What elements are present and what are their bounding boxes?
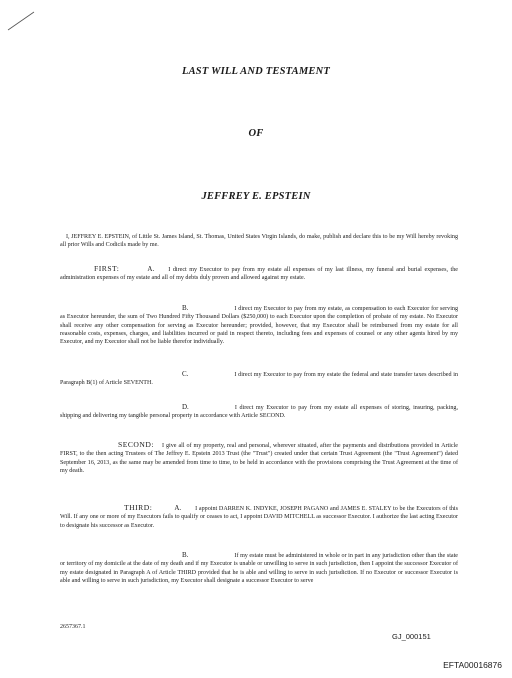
first-b-label: B.	[182, 304, 189, 312]
third-a-paragraph	[60, 504, 458, 530]
pen-stroke-mark	[6, 10, 36, 32]
third-b-paragraph	[60, 551, 458, 585]
third-b-text: If my estate must be administered in whole or in part in any jurisdiction other than the state or territory of my domicile at the date of my death and if my Executor is unable or unwilling to serve in such jurisdiction, then I appoint the successor Executor of my estate designated in Paragraph A of Article THIRD provided that he is able and willing to serve in such jurisdiction. If no Executor or successor Executor is able and willing to serve in such jurisdiction, my Executor shall designate a successor Executor to serve	[60, 553, 458, 584]
first-b-paragraph	[60, 304, 458, 346]
document-number: 2657367.1	[60, 624, 86, 630]
second-text: I give all of my property, real and personal, wherever situated, after the payments and distributions provided in Article FIRST, to the then acting Trustees of The Jeffrey E. Epstein 2013 Trust (the "Trust") created under that certain Trust Agreement (the "Trust Agreement") dated September 16, 2013, as the same may be amended from time to time, to be held in accordance with the provisions comprising the Trust Agreement at the time of my death.	[60, 443, 458, 474]
third-a-text: I appoint DARREN K. INDYKE, JOSEPH PAGANO and JAMES E. STALEY to be the Executors of this Will. If any one or more of my Executors fails to qualify or ceases to act, I appoint DAVID MITCHELL as successor Executor. I authorize the last acting Executor to designate his successor as Executor.	[60, 506, 458, 529]
first-d-paragraph	[60, 403, 458, 421]
efta-stamp: EFTA00016876	[443, 660, 502, 670]
title-of: OF	[248, 128, 264, 139]
article-second-label: SECOND:	[118, 440, 154, 449]
first-a-paragraph	[60, 265, 458, 283]
first-a-label: A.	[147, 265, 155, 273]
first-c-text: I direct my Executor to pay from my estate the federal and state transfer taxes described in Paragraph B(1) of Article SEVENTH.	[60, 372, 458, 387]
third-a-label: A.	[174, 504, 182, 512]
first-a-text: I direct my Executor to pay from my estate all expenses of my last illness, my funeral and burial expenses, the administration expenses of my estate and all of my debts duly proven and allowed against my estate.	[60, 267, 458, 282]
first-c-paragraph	[60, 370, 458, 388]
document-title: LAST WILL AND TESTAMENT	[181, 66, 331, 77]
first-c-label: C.	[182, 370, 189, 378]
intro-paragraph	[60, 233, 458, 250]
third-b-label: B.	[182, 551, 189, 559]
article-third-label: THIRD:	[124, 503, 153, 512]
testator-name: JEFFREY E. EPSTEIN	[201, 191, 311, 202]
first-b-text: I direct my Executor to pay from my estate, as compensation to each Executor for serving as Executor hereunder, the sum of Two Hundred Fifty Thousand Dollars ($250,000) to each Executor upon the completion of probate of my estate. No Executor shall receive any other compensation for serving as Executor hereunder; provided, however, that my Executor shall be reimbursed from my estate for all reasonable costs, expenses, charges, and liabilities incurred or paid in respect thereto, including fees and expenses of counsel or any other agents hired by my Executor, and my Executor shall not be liable therefor individually.	[60, 306, 458, 346]
article-first-label: FIRST:	[94, 264, 120, 273]
second-paragraph	[60, 441, 458, 475]
first-d-label: D.	[182, 403, 189, 411]
first-d-text: I direct my Executor to pay from my estate all expenses of storing, insuring, packing, shipping and delivering my tangible personal property in accordance with Article SECOND.	[60, 405, 458, 420]
intro-text: I, JEFFREY E. EPSTEIN, of Little St. James Island, St. Thomas, United States Virgin Islands, do make, publish and declare this to be my Will hereby revoking all prior Wills and Codicils made by me.	[60, 234, 458, 249]
bates-number: GJ_000151	[392, 632, 431, 641]
